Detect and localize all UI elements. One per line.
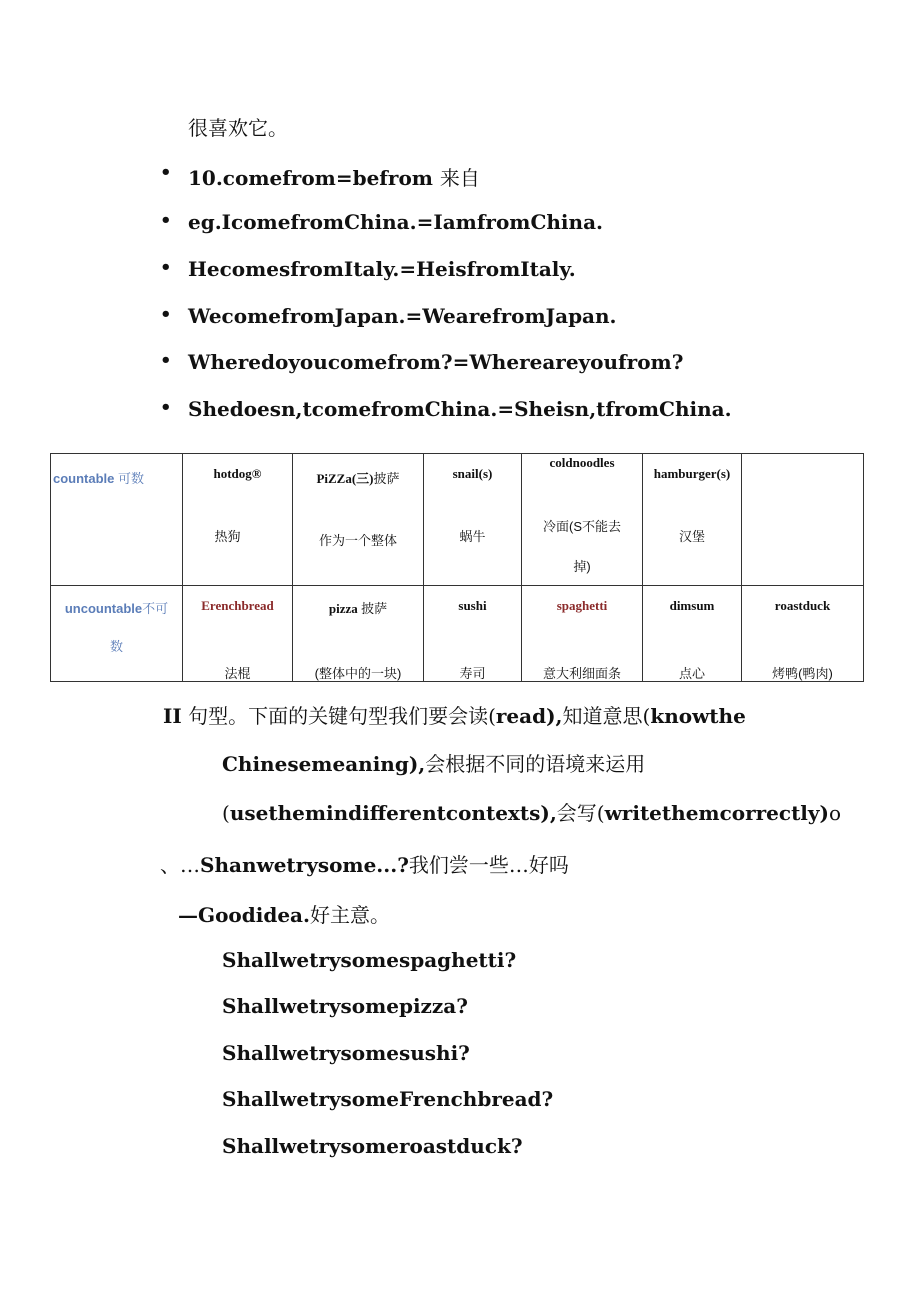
example-sentence: ShallwetrysomeFrenchbread? [222, 1087, 554, 1111]
section-number: II [163, 704, 182, 728]
table-cell [293, 586, 424, 682]
cell-zh: 烤鸭(鸭肉) [772, 666, 833, 681]
section2-text: o [829, 801, 842, 825]
section2-text-bold: usethemindifferentcontexts), [229, 801, 557, 825]
bullet-text-en: Shedoesn,tcomefromChina.=Sheisn,tfromChina. [188, 397, 732, 421]
cell-en: hamburger(s) [653, 466, 731, 481]
uncountable-label [51, 598, 182, 617]
cell-en: roastduck [774, 598, 831, 613]
cell-en: sushi [458, 598, 487, 613]
section2-text-bold: writethemcorrectly) [604, 801, 829, 825]
bullet-dot-icon: • [160, 257, 172, 278]
cell-en: snail(s) [452, 466, 493, 481]
bullet-item-6 [160, 397, 732, 421]
example-sentence: Shallwetrysomepizza? [222, 994, 468, 1018]
section2-text-bold: read), [495, 704, 563, 728]
uncountable-label-line2 [51, 636, 182, 655]
cell-zh-line2: 掉) [573, 559, 591, 574]
reply-en: —Goodidea. [178, 903, 310, 927]
section2-line1 [163, 700, 746, 729]
pattern-line [160, 849, 569, 878]
cell-en: spaghetti [556, 598, 608, 613]
cell-zh: 冷面(S不能去 [542, 519, 621, 534]
bullet-text-en: WecomefromJapan.=WearefromJapan. [188, 304, 617, 328]
table-row-countable [51, 454, 864, 586]
example-sentence: Shallwetrysomesushi? [222, 1041, 470, 1065]
cell-en-text: pizza [328, 601, 358, 616]
bullet-text-en: HecomesfromItaly.=HeisfromItaly. [188, 257, 576, 281]
cell-en-zh: 披萨 [373, 471, 400, 486]
vocab-table [50, 453, 864, 682]
cell-zh: (整体中的一块) [314, 666, 402, 681]
bullet-item-3 [160, 257, 576, 281]
cell-zh: 意大利细面条 [542, 666, 621, 681]
section2-text-bold: Chinesemeaning), [222, 752, 426, 776]
cell-zh: 热狗 [214, 529, 241, 544]
cell-zh: 作为一个整体 [318, 533, 397, 548]
section2-text: 句型。下面的关键句型我们要会读( [188, 704, 496, 728]
bullet-item-5 [160, 350, 684, 374]
table-cell [424, 586, 522, 682]
pattern-prefix: 、… [160, 853, 200, 877]
reply-zh: 好主意。 [309, 903, 390, 927]
cell-en [293, 598, 423, 617]
section2-text: 知道意思( [562, 704, 651, 728]
cell-en: hotdog® [213, 466, 262, 481]
cell-en-text: PiZZa(三) [316, 471, 374, 486]
uncountable-label-zh: 不可 [142, 601, 169, 616]
cell-zh: 汉堡 [678, 529, 705, 544]
cell-zh: 法棍 [224, 666, 251, 681]
cell-en-zh: 披萨 [361, 601, 388, 616]
cell-zh: 蜗牛 [459, 529, 486, 544]
intro-tail-text: 很喜欢它。 [188, 116, 288, 140]
bullet-text-zh: 来自 [439, 166, 480, 190]
countable-label [53, 468, 144, 487]
uncountable-label-zh2: 数 [109, 639, 123, 654]
table-cell [522, 586, 643, 682]
table-cell [183, 454, 293, 586]
bullet-dot-icon: • [160, 397, 172, 418]
cell-zh: 点心 [678, 666, 705, 681]
bullet-dot-icon: • [160, 210, 172, 231]
bullet-dot-icon: • [160, 162, 172, 183]
section2-line3 [222, 797, 841, 826]
section2-line2 [222, 748, 645, 777]
example-sentence: Shallwetrysomespaghetti? [222, 948, 517, 972]
table-cell [293, 454, 424, 586]
countable-label-cell [51, 454, 183, 586]
bullet-dot-icon: • [160, 304, 172, 325]
cell-en: dimsum [669, 598, 715, 613]
table-cell [522, 454, 643, 586]
countable-label-en: countable [53, 471, 115, 486]
cell-en: coldnoodles [549, 455, 615, 470]
section2-text: 会根据不同的语境来运用 [425, 752, 646, 776]
cell-zh: 寿司 [459, 666, 486, 681]
countable-label-zh: 可数 [118, 471, 145, 486]
bullet-text-en: Wheredoyoucomefrom?=Whereareyoufrom? [188, 350, 684, 374]
uncountable-label-en: uncountable [64, 601, 143, 616]
bullet-item-4 [160, 304, 617, 328]
table-cell [643, 454, 742, 586]
section2-text: 会写( [556, 801, 605, 825]
table-cell-empty [742, 454, 864, 586]
section2-text-bold: knowthe [650, 704, 746, 728]
example-sentence: Shallwetrysomeroastduck? [222, 1134, 523, 1158]
bullet-text-en: 10.comefrom=befrom [188, 166, 433, 190]
pattern-en: Shanwetrysome...? [200, 853, 409, 877]
table-cell [742, 586, 864, 682]
bullet-dot-icon: • [160, 350, 172, 371]
table-cell [643, 586, 742, 682]
pattern-zh: 我们尝一些…好吗 [408, 853, 569, 877]
bullet-text-en: eg.IcomefromChina.=IamfromChina. [188, 210, 603, 234]
bullet-item-2 [160, 210, 603, 234]
cell-en [293, 468, 423, 487]
uncountable-label-cell [51, 586, 183, 682]
cell-en: Erenchbread [201, 598, 274, 613]
table-cell [424, 454, 522, 586]
section2-text: ( [222, 801, 230, 825]
table-cell [183, 586, 293, 682]
pattern-reply [178, 899, 390, 928]
bullet-item-1 [160, 162, 480, 191]
table-row-uncountable [51, 586, 864, 682]
